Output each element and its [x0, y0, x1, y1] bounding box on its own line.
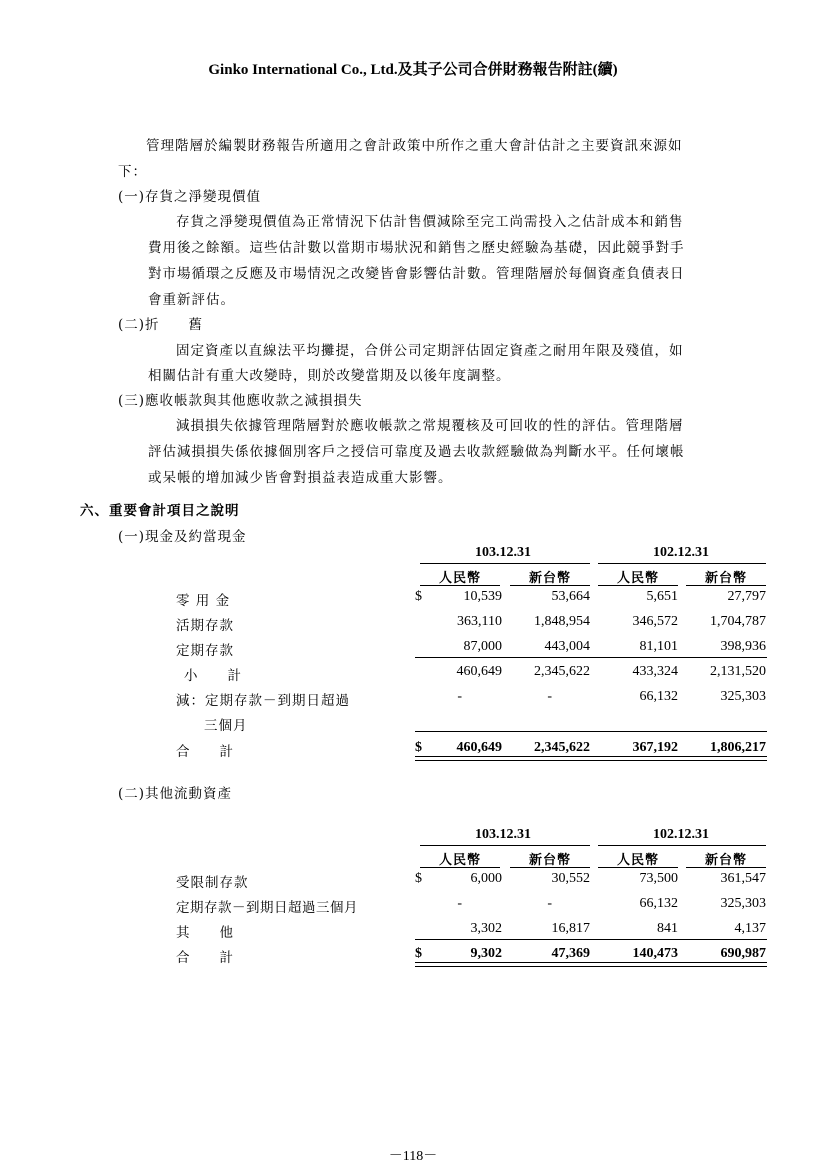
table-2-row-label: 受限制存款	[176, 875, 249, 891]
table-1-row-label: 減：定期存款－到期日超過	[176, 693, 350, 709]
table-1-col-rmb: 人民幣	[616, 571, 659, 586]
table-1-subheader-rule	[420, 585, 500, 586]
table-1-cell: 2,131,520	[710, 664, 766, 679]
table-1-cell: 325,303	[720, 689, 766, 704]
table-1-cell: 398,936	[720, 639, 766, 654]
table-1-title: (一)現金及約當現金	[118, 529, 247, 545]
table-2-title: (二)其他流動資產	[118, 786, 233, 802]
dollar-sign: $	[415, 740, 422, 755]
item-2-line: 相關估計有重大改變時，則於改變當期及以後年度調整。	[148, 368, 511, 384]
item-3-line: 減損損失依據管理階層對於應收帳款之常規覆核及可回收的性的評估。管理階層	[176, 418, 684, 434]
table-2-total-cell: 9,302	[470, 946, 502, 961]
table-2-date-102: 102.12.31	[653, 827, 709, 842]
table-1-double-rule	[415, 756, 767, 761]
table-1-cell: -	[547, 689, 552, 704]
table-1-date-103: 103.12.31	[475, 545, 531, 560]
table-1-total-rule	[415, 731, 767, 732]
page-header: Ginko International Co., Ltd.及其子公司合併財務報告附註(續)	[208, 62, 618, 78]
table-1-header-rule	[598, 563, 766, 564]
table-1-cell: 443,004	[544, 639, 590, 654]
page-number: －118－	[388, 1149, 438, 1164]
item-1-line: 會重新評估。	[148, 292, 235, 308]
table-2-cell: 73,500	[639, 871, 678, 886]
table-1-row-label: 小 計	[184, 668, 242, 684]
table-2-cell: 3,302	[470, 921, 502, 936]
table-1-cell: 87,000	[463, 639, 502, 654]
table-1-cell: 5,651	[646, 589, 678, 604]
table-2-cell: 16,817	[551, 921, 590, 936]
table-2-total-cell: 140,473	[632, 946, 678, 961]
intro-line-1: 管理階層於編製財務報告所適用之會計政策中所作之重大會計估計之主要資訊來源如	[146, 138, 683, 154]
table-2-row-label: 其 他	[176, 925, 234, 941]
table-1-cell: 346,572	[632, 614, 678, 629]
item-1-line: 費用後之餘額。這些估計數以當期市場狀況和銷售之歷史經驗為基礎，因此競爭對手	[148, 240, 685, 256]
table-2-cell: -	[457, 896, 462, 911]
table-2-col-ntd: 新台幣	[704, 853, 747, 868]
table-1-cell: 81,101	[639, 639, 678, 654]
section-6-title: 六、重要會計項目之說明	[80, 503, 240, 519]
table-1-subheader-rule	[686, 585, 766, 586]
table-2-row-label: 定期存款－到期日超過三個月	[176, 900, 358, 916]
table-1-cell: 66,132	[639, 689, 678, 704]
table-1-cell: 433,324	[632, 664, 678, 679]
table-1-cell: 363,110	[457, 614, 502, 629]
table-1-row-label: 零 用 金	[176, 593, 231, 609]
table-1-total-cell: 2,345,622	[534, 740, 590, 755]
item-1-line: 存貨之淨變現價值為正常情況下估計售價減除至完工尚需投入之估計成本和銷售	[176, 214, 684, 230]
table-1-cell: 27,797	[727, 589, 766, 604]
table-2-col-ntd: 新台幣	[528, 853, 571, 868]
table-1-cell: 460,649	[456, 664, 502, 679]
table-2-cell: 325,303	[720, 896, 766, 911]
table-2-total-cell: 690,987	[720, 946, 766, 961]
table-2-col-rmb: 人民幣	[616, 853, 659, 868]
table-2-header-rule	[420, 845, 590, 846]
intro-line-2: 下：	[118, 164, 147, 180]
table-2-total-label: 合 計	[176, 950, 234, 966]
dollar-sign: $	[415, 946, 422, 961]
table-1-total-label: 合 計	[176, 744, 234, 760]
item-1-title: (一)存貨之淨變現價值	[118, 189, 262, 205]
item-2-title: (二)折 舊	[118, 317, 204, 333]
table-2-subheader-rule	[686, 867, 766, 868]
table-2-cell: -	[547, 896, 552, 911]
table-1-row-label: 活期存款	[176, 618, 234, 634]
table-1-row-label-cont: 三個月	[204, 718, 248, 734]
table-2-col-rmb: 人民幣	[438, 853, 481, 868]
table-1-subtotal-rule	[415, 657, 767, 658]
table-1-cell: 1,704,787	[710, 614, 766, 629]
table-2-total-rule	[415, 939, 767, 940]
table-2-double-rule	[415, 962, 767, 967]
table-2-cell: 361,547	[720, 871, 766, 886]
item-2-line: 固定資產以直線法平均攤提，合併公司定期評估固定資產之耐用年限及殘值，如	[176, 343, 684, 359]
table-2-header-rule	[598, 845, 766, 846]
table-1-cell: -	[457, 689, 462, 704]
table-1-header-rule	[420, 563, 590, 564]
table-1-col-rmb: 人民幣	[438, 571, 481, 586]
table-2-cell: 30,552	[551, 871, 590, 886]
table-1-date-102: 102.12.31	[653, 545, 709, 560]
table-1-total-cell: 367,192	[632, 740, 678, 755]
table-1-row-label: 定期存款	[176, 643, 234, 659]
table-2-cell: 841	[657, 921, 678, 936]
table-1-cell: 53,664	[551, 589, 590, 604]
table-1-total-cell: 1,806,217	[710, 740, 766, 755]
table-2-subheader-rule	[598, 867, 678, 868]
table-2-cell: 66,132	[639, 896, 678, 911]
table-1-cell: 2,345,622	[534, 664, 590, 679]
item-3-line: 評估減損損失係依據個別客戶之授信可靠度及過去收款經驗做為判斷水平。任何壞帳	[148, 444, 685, 460]
table-2-cell: 4,137	[734, 921, 766, 936]
dollar-sign: $	[415, 589, 422, 604]
item-3-title: (三)應收帳款與其他應收款之減損損失	[118, 393, 363, 409]
table-1-total-cell: 460,649	[456, 740, 502, 755]
table-2-subheader-rule	[420, 867, 500, 868]
table-2-cell: 6,000	[470, 871, 502, 886]
table-2-date-103: 103.12.31	[475, 827, 531, 842]
table-1-col-ntd: 新台幣	[528, 571, 571, 586]
item-1-line: 對市場循環之反應及市場情況之改變皆會影響估計數。管理階層於每個資產負債表日	[148, 266, 685, 282]
table-1-subheader-rule	[510, 585, 590, 586]
table-2-subheader-rule	[510, 867, 590, 868]
item-3-line: 或呆帳的增加減少皆會對損益表造成重大影響。	[148, 470, 453, 486]
table-1-cell: 1,848,954	[534, 614, 590, 629]
dollar-sign: $	[415, 871, 422, 886]
table-1-cell: 10,539	[463, 589, 502, 604]
table-1-col-ntd: 新台幣	[704, 571, 747, 586]
table-2-total-cell: 47,369	[551, 946, 590, 961]
table-1-subheader-rule	[598, 585, 678, 586]
